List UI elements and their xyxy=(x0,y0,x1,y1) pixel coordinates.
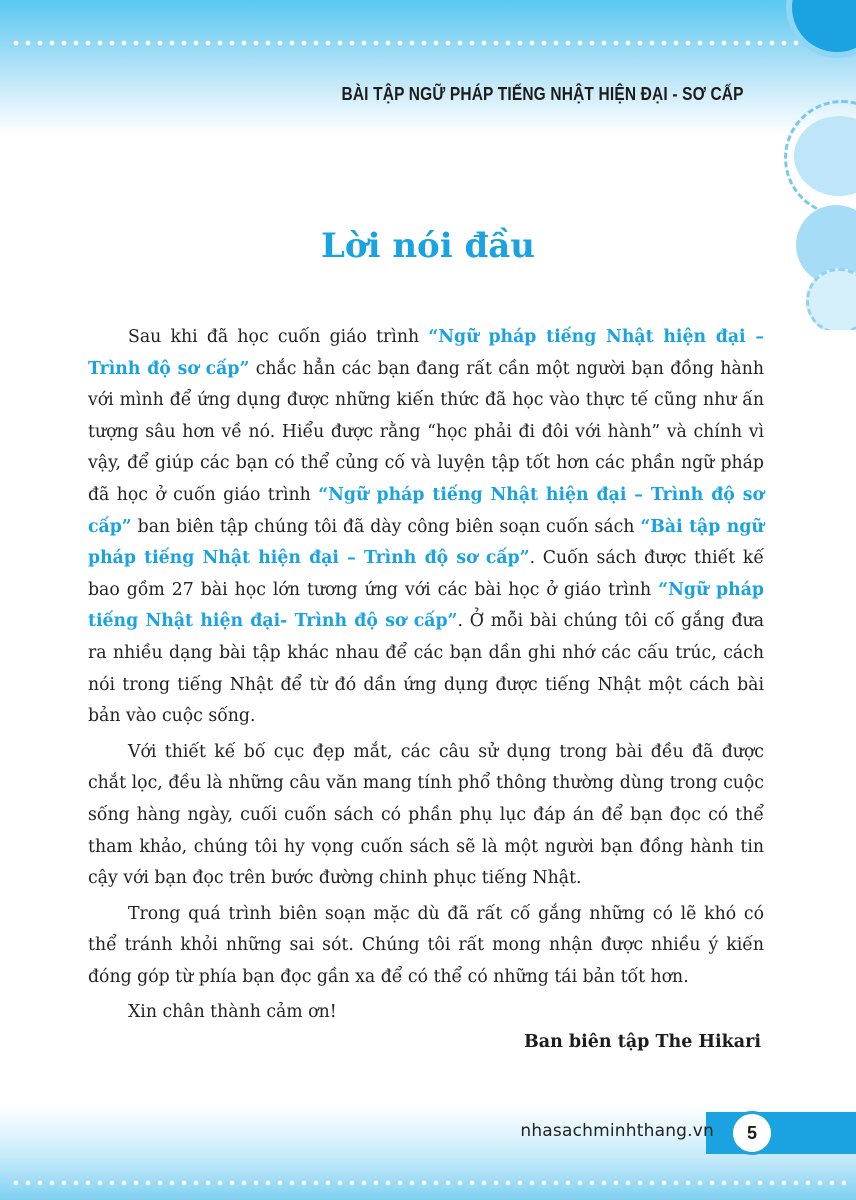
paragraph-text: Sau khi đã học cuốn giáo trình xyxy=(128,327,429,347)
header-band xyxy=(0,0,856,135)
paragraph-text: Trong quá trình biên soạn mặc dù đã rất cố gắng những có lẽ khó có thể tránh khỏi những sai sót. Chúng tôi rất mong nhận được nhiều ý kiến đóng góp từ phía bạn đọc gần xa để có thể có những tái bản tốt hơn. xyxy=(88,903,764,987)
paragraph-text: ban biên tập chúng tôi đã dày công biên soạn cuốn sách xyxy=(131,516,641,537)
paragraph-text: chắc hẳn các bạn đang rất cần một người bạn đồng hành với mình để ứng dụng được những kiến thức đã học vào thực tế cũng như ấn tượng sâu hơn về nó. Hiểu được rằng “học phải đi đôi với hành” và chính vì vậy, để giúp các bạn có thể củng cố và luyện tập tốt hơn các phần ngữ pháp đã học ở cuốn giáo trình xyxy=(88,358,765,505)
signature: Ban biên tập The Hikari xyxy=(523,1032,761,1052)
paragraph xyxy=(88,737,764,895)
book-title-reference: “Bài tập ngữ pháp tiếng Nhật hiện đại – Trình độ sơ cấp” xyxy=(88,516,764,569)
paragraph-text: Với thiết kế bố cục đẹp mắt, các câu sử dụng trong bài đều đã được chắt lọc, đều là những câu văn mang tính phổ thông thường dùng trong cuộc sống hàng ngày, cuối cuốn sách có phần phụ lục đáp án để bạn đọc có thể tham khảo, chúng tôi hy vọng cuốn sách sẽ là một người bạn đồng hành tin cậy với bạn đọc trên bước đường chinh phục tiếng Nhật. xyxy=(88,741,764,889)
paragraph-text: Xin chân thành cảm ơn! xyxy=(128,1002,337,1023)
book-title-reference: “Ngữ pháp tiếng Nhật hiện đại – Trình độ sơ cấp” xyxy=(88,327,764,379)
decorative-circles xyxy=(776,0,856,330)
page-number: 5 xyxy=(730,1111,774,1155)
preface-body xyxy=(88,322,764,1029)
dotted-line xyxy=(10,1180,846,1186)
paragraph xyxy=(88,322,764,733)
paragraph xyxy=(88,899,764,994)
running-header: BÀI TẬP NGỮ PHÁP TIẾNG NHẬT HIỆN ĐẠI - SƠ CẤP xyxy=(341,84,744,104)
paragraph-text: . Cuốn sách được thiết kế bao gồm 27 bài học lớn tương ứng với các bài học ở giáo trình xyxy=(88,548,764,600)
paragraph-text: . Ở mỗi bài chúng tôi cố gắng đưa ra nhiều dạng bài tập khác nhau để các bạn dần ghi nhớ các cấu trúc, cách nói trong tiếng Nhật để từ đó dần ứng dụng được tiếng Nhật một cách bài bản vào cuộc sống. xyxy=(88,611,765,727)
page-title: Lời nói đầu xyxy=(320,226,535,266)
website-link[interactable]: nhasachminhthang.vn xyxy=(520,1121,714,1141)
book-title-reference: “Ngữ pháp tiếng Nhật hiện đại- Trình độ sơ cấp” xyxy=(88,579,764,632)
book-title-reference: “Ngữ pháp tiếng Nhật hiện đại – Trình độ sơ cấp” xyxy=(88,484,764,537)
decorative-circle xyxy=(786,0,856,58)
dotted-line xyxy=(10,40,810,46)
footer-accent-bar xyxy=(706,1112,856,1154)
paragraph xyxy=(88,997,764,1029)
